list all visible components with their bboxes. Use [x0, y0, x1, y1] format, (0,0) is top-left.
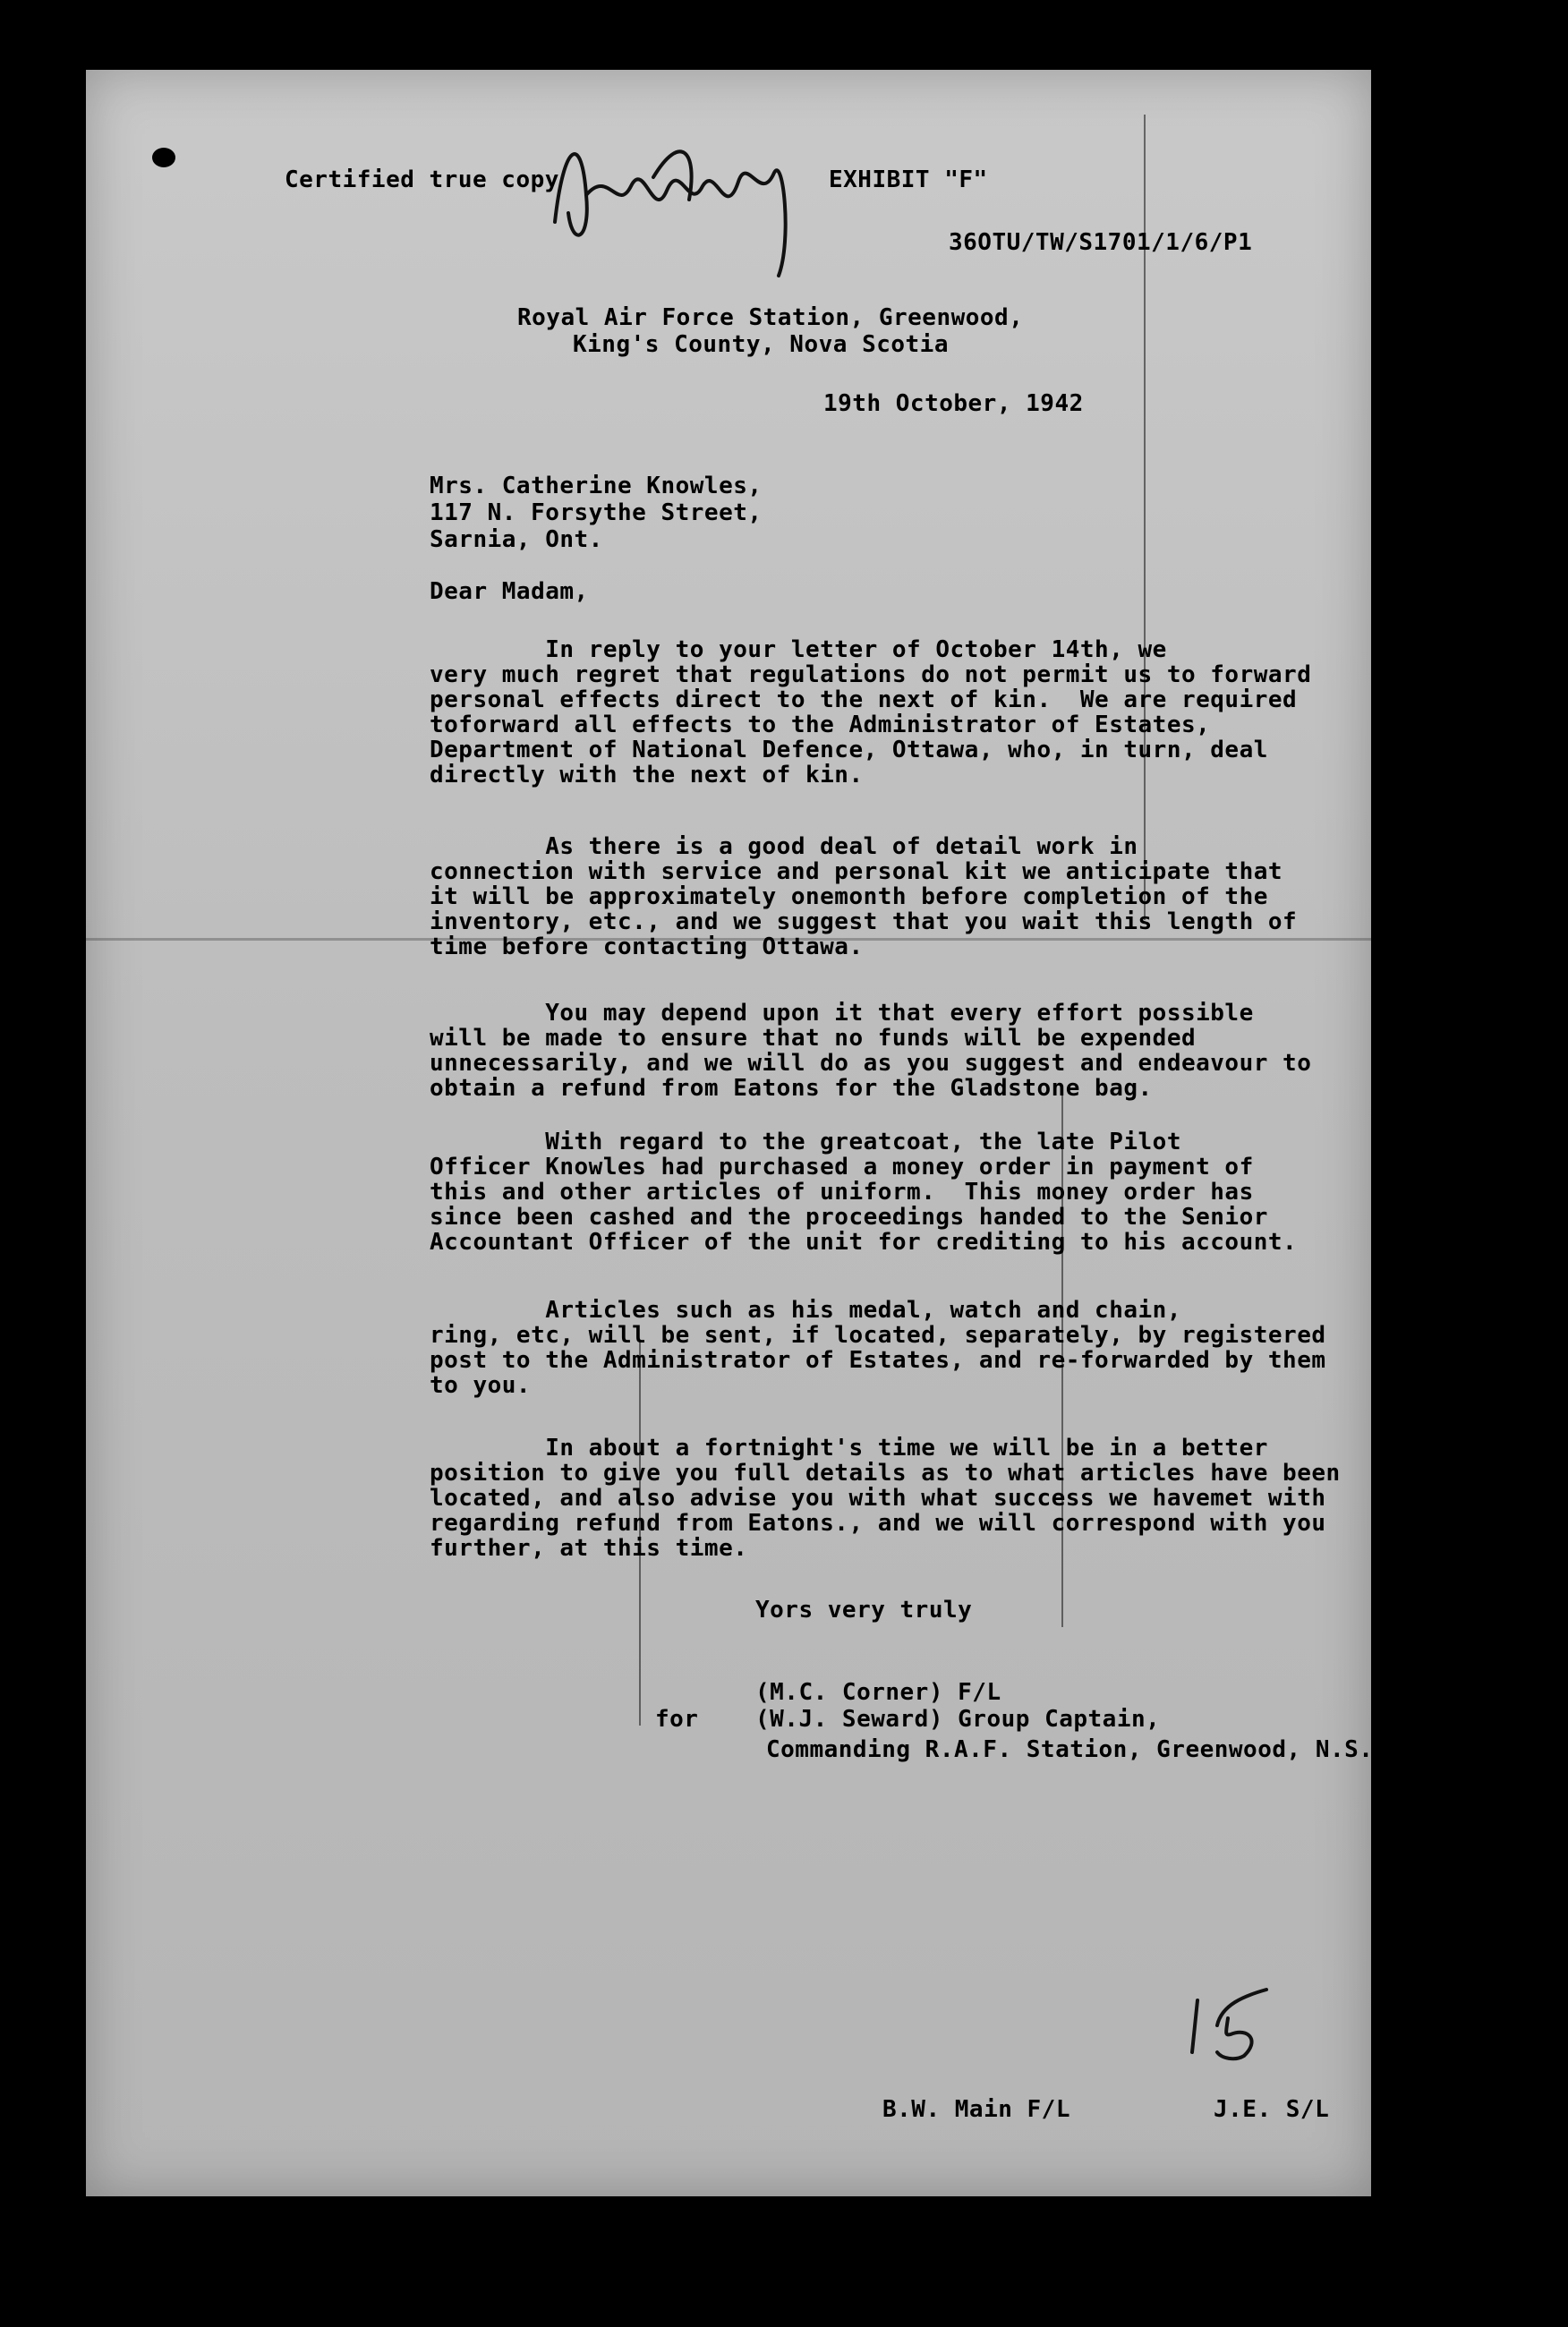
footer-left: B.W. Main F/L — [882, 2096, 1070, 2123]
recipient-line: Mrs. Catherine Knowles, — [430, 473, 763, 499]
body-line: inventory, etc., and we suggest that you wait this length of — [430, 908, 1298, 935]
body-line: further, at this time. — [430, 1535, 748, 1562]
body-paragraph — [430, 1298, 1326, 1398]
body-line: ring, etc, will be sent, if located, separately, by registered — [430, 1322, 1326, 1349]
body-line: obtain a refund from Eatons for the Gladstone bag. — [430, 1075, 1153, 1102]
footer-right: J.E. S/L — [1214, 2096, 1330, 2123]
closing: Yors very truly — [755, 1597, 973, 1624]
recipient-line: 117 N. Forsythe Street, — [430, 499, 763, 526]
sender-address-line: Royal Air Force Station, Greenwood, — [517, 304, 1024, 331]
reference-number: 36OTU/TW/S1701/1/6/P1 — [949, 229, 1253, 256]
letter-date: 19th October, 1942 — [823, 390, 1084, 417]
sender-address-line: King's County, Nova Scotia — [573, 331, 949, 358]
body-line: post to the Administrator of Estates, and re-forwarded by them — [430, 1347, 1326, 1374]
body-line: to you. — [430, 1372, 532, 1399]
body-line: You may depend upon it that every effort possible — [430, 1000, 1254, 1027]
body-line: With regard to the greatcoat, the late Pilot — [430, 1129, 1181, 1155]
body-line: As there is a good deal of detail work in — [430, 833, 1138, 860]
signature-line: (W.J. Seward) Group Captain, — [755, 1706, 1161, 1733]
body-line: position to give you full details as to what articles have been — [430, 1460, 1341, 1487]
body-line: connection with service and personal kit we anticipate that — [430, 858, 1283, 885]
signature-line: (M.C. Corner) F/L — [755, 1679, 1001, 1706]
body-line: will be made to ensure that no funds will be expended — [430, 1025, 1197, 1052]
handwritten-signature — [546, 115, 814, 294]
body-line: Accountant Officer of the unit for crediting to his account. — [430, 1229, 1298, 1256]
body-line: Department of National Defence, Ottawa, who, in turn, deal — [430, 737, 1268, 763]
body-paragraph — [430, 1436, 1341, 1561]
exhibit-label: EXHIBIT "F" — [829, 166, 988, 193]
salutation: Dear Madam, — [430, 578, 589, 605]
body-line: regarding refund from Eatons., and we will correspond with you — [430, 1510, 1326, 1537]
body-paragraph — [430, 1129, 1297, 1255]
signature-for: for — [655, 1706, 699, 1733]
punch-hole — [152, 148, 175, 167]
body-paragraph — [430, 1001, 1311, 1101]
body-paragraph — [430, 637, 1311, 788]
body-line: time before contacting Ottawa. — [430, 933, 864, 960]
body-line: Officer Knowles had purchased a money order in payment of — [430, 1154, 1254, 1181]
body-line: personal effects direct to the next of kin. We are required — [430, 686, 1298, 713]
body-line: toforward all effects to the Administrator of Estates, — [430, 712, 1211, 738]
body-line: this and other articles of uniform. This money order has — [430, 1179, 1254, 1206]
body-line: unnecessarily, and we will do as you suggest and endeavour to — [430, 1050, 1312, 1077]
body-line: very much regret that regulations do not permit us to forward — [430, 661, 1312, 688]
recipient-line: Sarnia, Ont. — [430, 526, 603, 553]
body-line: since been cashed and the proceedings handed to the Senior — [430, 1204, 1268, 1231]
body-paragraph — [430, 834, 1297, 959]
body-line: Articles such as his medal, watch and chain, — [430, 1297, 1181, 1324]
certified-true-copy: Certified true copy — [285, 166, 559, 193]
handwritten-page-number — [1181, 1982, 1289, 2063]
body-line: it will be approximately onemonth before completion of the — [430, 883, 1268, 910]
body-line: directly with the next of kin. — [430, 762, 864, 788]
signature-line: Commanding R.A.F. Station, Greenwood, N.S. — [766, 1736, 1374, 1763]
body-line: In about a fortnight's time we will be in a better — [430, 1435, 1268, 1462]
body-line: In reply to your letter of October 14th, we — [430, 636, 1167, 663]
body-line: located, and also advise you with what success we havemet with — [430, 1485, 1326, 1512]
